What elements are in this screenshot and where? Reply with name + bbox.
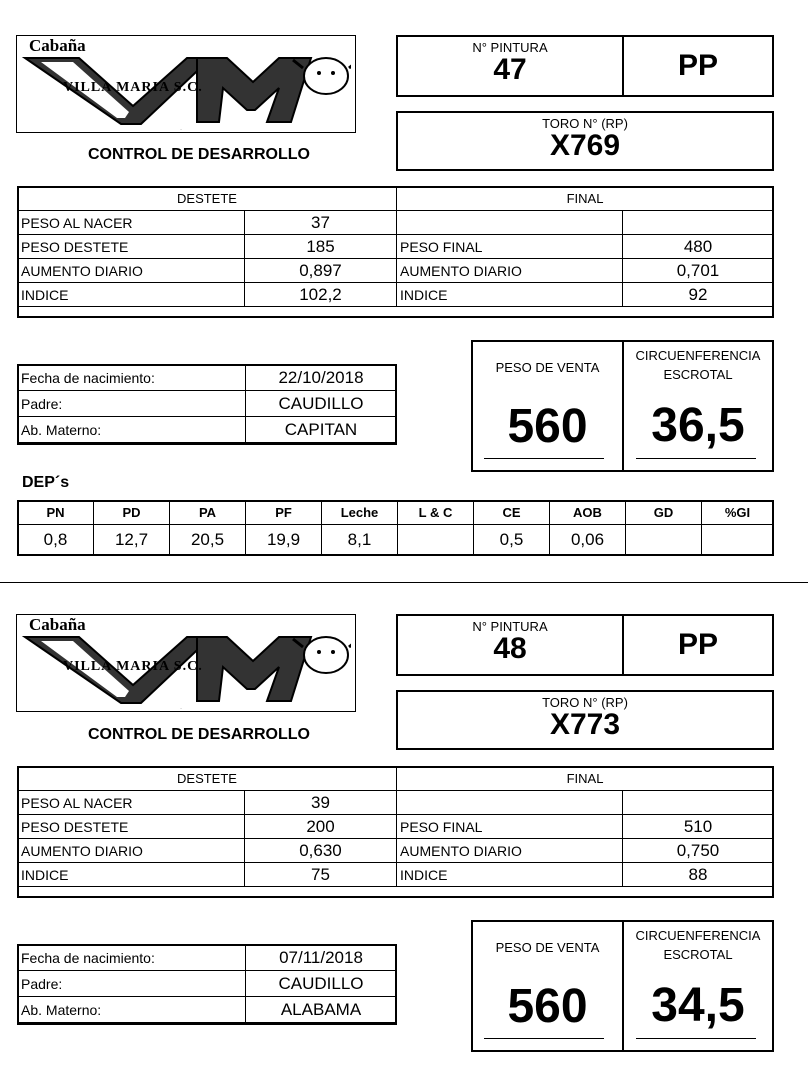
row-value: 102,2 [245, 283, 397, 307]
row-value: 39 [245, 791, 397, 815]
circ-label-2: ESCROTAL [663, 947, 733, 962]
row-value: 92 [623, 283, 774, 307]
info-value: 22/10/2018 [246, 365, 397, 391]
row-label: PESO FINAL [397, 235, 623, 259]
row-label: PESO AL NACER [18, 211, 245, 235]
pintura-value: 47 [493, 53, 527, 86]
final-header: FINAL [397, 767, 774, 791]
dep-header: L & C [398, 501, 474, 525]
circ-label-2: ESCROTAL [663, 367, 733, 382]
row-value [623, 211, 774, 235]
dep-value [702, 525, 774, 555]
row-label: AUMENTO DIARIO [397, 839, 623, 863]
growth-table [17, 766, 774, 887]
table-row [18, 259, 774, 283]
dep-value: 0,8 [18, 525, 94, 555]
logo-cabana-text: Cabaña [29, 36, 86, 55]
dep-header: AOB [550, 501, 626, 525]
breed-value: PP [677, 628, 719, 661]
table-row [18, 791, 774, 815]
info-label: Fecha de nacimiento: [18, 365, 246, 391]
row-label: AUMENTO DIARIO [18, 839, 245, 863]
info-value: CAUDILLO [246, 391, 397, 417]
toro-box [396, 111, 774, 171]
peso-venta-box [471, 340, 624, 472]
peso-venta-value: 560 [507, 400, 588, 453]
row-label: INDICE [397, 863, 623, 887]
table-row [18, 235, 774, 259]
peso-venta-value: 560 [507, 980, 588, 1033]
dep-value: 0,5 [474, 525, 550, 555]
pintura-label: N° PINTURA [472, 40, 548, 55]
table-row [18, 815, 774, 839]
circ-value: 34,5 [651, 979, 745, 1032]
circ-box [622, 340, 774, 472]
info-label: Fecha de nacimiento: [18, 945, 246, 971]
dep-header: GD [626, 501, 702, 525]
form-title: CONTROL DE DESARROLLO [88, 146, 310, 163]
circ-label-1: CIRCUENFERENCIA [635, 348, 761, 363]
peso-venta-label: PESO DE VENTA [495, 940, 600, 955]
info-value: ALABAMA [246, 997, 397, 1023]
table-row [18, 997, 397, 1023]
dep-value: 8,1 [322, 525, 398, 555]
deps-title: DEP´s [22, 474, 70, 491]
pintura-label: N° PINTURA [472, 619, 548, 634]
info-value: CAUDILLO [246, 971, 397, 997]
logo-establishment-text: VILLA MARIA S.C. [63, 659, 203, 674]
table-row [18, 365, 397, 391]
row-label [397, 211, 623, 235]
logo [16, 614, 356, 712]
info-table [17, 944, 397, 1023]
peso-venta-label: PESO DE VENTA [495, 360, 600, 375]
peso-venta-box [471, 920, 624, 1052]
deps-header-row [18, 501, 774, 525]
dep-value: 0,06 [550, 525, 626, 555]
destete-header: DESTETE [18, 767, 397, 791]
table-row [18, 971, 397, 997]
deps-table [17, 500, 774, 555]
deps-value-row [18, 525, 774, 555]
row-label: INDICE [397, 283, 623, 307]
info-table [17, 364, 397, 443]
final-header: FINAL [397, 187, 774, 211]
dep-header: PN [18, 501, 94, 525]
table-row [18, 863, 774, 887]
toro-value: X769 [549, 129, 621, 162]
row-label: AUMENTO DIARIO [18, 259, 245, 283]
dep-value [398, 525, 474, 555]
info-label: Ab. Materno: [18, 417, 246, 443]
row-value [623, 791, 774, 815]
row-label: INDICE [18, 863, 245, 887]
circ-box [622, 920, 774, 1052]
row-value: 75 [245, 863, 397, 887]
toro-box [396, 690, 774, 750]
row-value: 200 [245, 815, 397, 839]
row-label: AUMENTO DIARIO [397, 259, 623, 283]
vm-logo-brand: VM [180, 130, 182, 131]
row-label: PESO AL NACER [18, 791, 245, 815]
dep-header: PA [170, 501, 246, 525]
dep-value [626, 525, 702, 555]
row-label: PESO FINAL [397, 815, 623, 839]
table-row [18, 945, 397, 971]
dep-header: PF [246, 501, 322, 525]
row-value: 0,701 [623, 259, 774, 283]
row-label [397, 791, 623, 815]
breed-box [622, 614, 774, 676]
pintura-box [396, 614, 624, 676]
logo-cabana-text: Cabaña [29, 615, 86, 634]
destete-header: DESTETE [18, 187, 397, 211]
row-value: 0,630 [245, 839, 397, 863]
pintura-value: 48 [493, 632, 527, 665]
circ-value: 36,5 [651, 399, 745, 452]
page-divider [0, 582, 808, 583]
row-value: 88 [623, 863, 774, 887]
toro-label: TORO N° (RP) [542, 116, 628, 131]
row-value: 37 [245, 211, 397, 235]
row-label: INDICE [18, 283, 245, 307]
vm-logo-brand: VM [180, 709, 182, 710]
info-label: Padre: [18, 391, 246, 417]
row-value: 480 [623, 235, 774, 259]
row-value: 510 [623, 815, 774, 839]
table-row [18, 839, 774, 863]
dep-header: CE [474, 501, 550, 525]
table-row [18, 417, 397, 443]
row-value: 0,897 [245, 259, 397, 283]
growth-table [17, 186, 774, 307]
dep-value: 12,7 [94, 525, 170, 555]
breed-value: PP [677, 49, 719, 82]
row-label: PESO DESTETE [18, 235, 245, 259]
table-row [18, 283, 774, 307]
row-value: 185 [245, 235, 397, 259]
dep-value: 19,9 [246, 525, 322, 555]
row-label: PESO DESTETE [18, 815, 245, 839]
dep-header: PD [94, 501, 170, 525]
info-value: CAPITAN [246, 417, 397, 443]
info-value: 07/11/2018 [246, 945, 397, 971]
logo-establishment-text: VILLA MARIA S.C. [63, 80, 203, 95]
table-row [18, 391, 397, 417]
row-value: 0,750 [623, 839, 774, 863]
dep-value: 20,5 [170, 525, 246, 555]
form-title: CONTROL DE DESARROLLO [88, 726, 310, 743]
info-label: Padre: [18, 971, 246, 997]
breed-box [622, 35, 774, 97]
info-label: Ab. Materno: [18, 997, 246, 1023]
dep-header: %GI [702, 501, 774, 525]
logo [16, 35, 356, 133]
table-row [18, 211, 774, 235]
pintura-box [396, 35, 624, 97]
dep-header: Leche [322, 501, 398, 525]
toro-label: TORO N° (RP) [542, 695, 628, 710]
circ-label-1: CIRCUENFERENCIA [635, 928, 761, 943]
toro-value: X773 [549, 708, 621, 741]
